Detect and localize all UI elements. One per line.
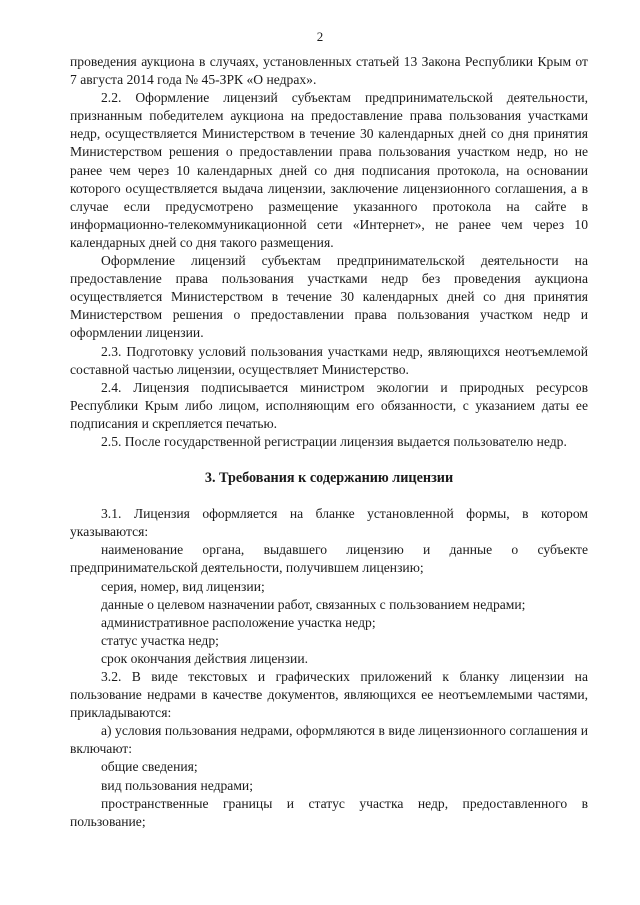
- list-item: пространственные границы и статус участка недр, предоставленного в пользование;: [70, 795, 588, 829]
- list-item: серия, номер, вид лицензии;: [101, 578, 265, 594]
- list-item: а) условия пользования недрами, оформляются в виде лицензионного соглашения и включают:: [70, 723, 588, 757]
- paragraph-3-2: 3.2. В виде текстовых и графических приложений к бланку лицензии на пользование недрами в качестве документов, являющихся ее неотъемлемыми частями, прикладываются:: [70, 669, 588, 721]
- paragraph-continuation: проведения аукциона в случаях, установленных статьей 13 Закона Республики Крым от 7 августа 2014 года № 45-ЗРК «О недрах».: [70, 54, 588, 88]
- paragraph-2-4: 2.4. Лицензия подписывается министром экологии и природных ресурсов Республики Крым либо лицом, исполняющим его обязанности, с указанием даты ее подписания и скрепляется печатью.: [70, 379, 588, 431]
- paragraph-2-2-cont: Оформление лицензий субъектам предпринимательской деятельности на предоставление права пользования участками недр без проведения аукциона осуществляется Министерством в течение 30 календарных дней со дня принятия Министерством решения о предоставлении права пользования участком недр и оформлении лицензии.: [70, 253, 588, 341]
- paragraph-2-3: 2.3. Подготовку условий пользования участками недр, являющихся неотъемлемой составной частью лицензии, осуществляет Министерство.: [70, 343, 588, 377]
- paragraph-2-5: 2.5. После государственной регистрации лицензия выдается пользователю недр.: [101, 433, 567, 449]
- list-item: срок окончания действия лицензии.: [101, 650, 308, 666]
- list-item: вид пользования недрами;: [101, 777, 253, 793]
- paragraph-3-1: 3.1. Лицензия оформляется на бланке установленной формы, в котором указываются:: [70, 506, 588, 540]
- page-number: 2: [316, 29, 324, 44]
- list-item: административное расположение участка недр;: [101, 614, 376, 630]
- list-item: общие сведения;: [101, 759, 198, 775]
- list-item: наименование органа, выдавшего лицензию и данные о субъекте предпринимательской деятельности, получившем лицензию;: [70, 542, 588, 576]
- list-item: статус участка недр;: [101, 632, 219, 648]
- list-item: данные о целевом назначении работ, связанных с пользованием недрами;: [101, 596, 526, 612]
- document-body: [70, 53, 588, 831]
- section-heading: 3. Требования к содержанию лицензии: [204, 470, 454, 487]
- paragraph-2-2: 2.2. Оформление лицензий субъектам предпринимательской деятельности, признанным победителем аукциона на предоставление права пользования участками недр, осуществляется Министерством в течение 30 календарных дней со дня принятия Министерством решения о предоставлении права пользования участком недр, но не ранее чем через 10 календарных дней со дня подписания протокола, на основании которого осуществляется выдача лицензии, заключение лицензионного соглашения, а в случае если предусмотрено размещение указанного протокола на сайте в информационно-телекоммуникационной сети «Интернет», не ранее чем через 10 календарных дней со дня такого размещения.: [70, 90, 588, 250]
